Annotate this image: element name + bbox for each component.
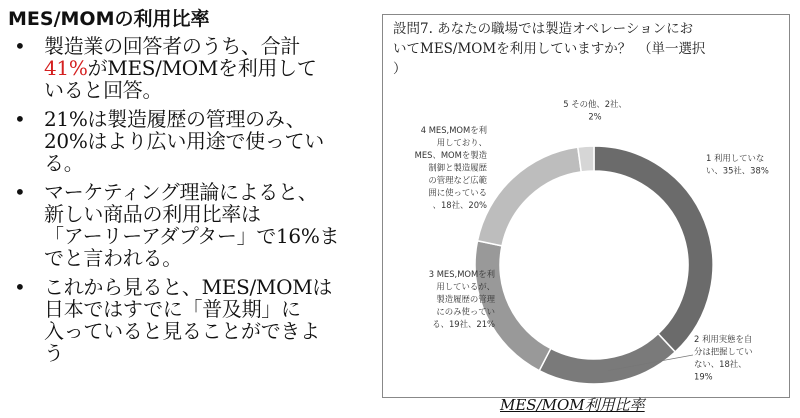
donut-chart: [383, 15, 789, 397]
bullet-line: [44, 130, 363, 152]
slice-label-line: 5 その他、2社、: [563, 99, 627, 109]
bullet-line: [44, 203, 363, 225]
bullet-item: [8, 35, 363, 101]
slice-label-line: 2%: [588, 111, 602, 122]
bullet-list: [8, 35, 363, 364]
slice-label-line: 分は把握してい: [694, 346, 753, 357]
bullet-dot-icon: •: [14, 180, 26, 204]
bullet-line: [44, 276, 363, 298]
bullet-text: 21%は製造履歴の管理のみ、: [44, 107, 306, 131]
bullet-line: [44, 35, 363, 57]
bullet-line: [44, 108, 363, 130]
slice-label: [415, 125, 488, 210]
chart-caption: MES/MOM利用比率: [500, 396, 645, 414]
bullet-line: [44, 57, 363, 79]
bullet-text: 入っていると見ることができよ: [44, 319, 320, 343]
bullet-text: 新しい商品の利用比率は: [44, 202, 261, 226]
bullet-line: [44, 181, 363, 203]
slice-label-line: 用しているが、: [436, 281, 495, 292]
slice-label-line: 制御と製造履歴: [428, 162, 487, 173]
slice-label-line: 4 MES,MOMを利: [420, 125, 487, 135]
highlight-percent: 41%: [44, 56, 88, 80]
bullet-line: [44, 79, 363, 101]
chart-title-line: いてMES/MOMを利用していますか？ （単一選択: [393, 41, 706, 57]
donut-slice: [578, 146, 594, 172]
chart-title-line: ）: [393, 61, 407, 77]
donut-slice: [539, 334, 675, 384]
slice-label-line: 1 利用していな: [706, 153, 765, 163]
slice-label-line: い、35社、38%: [706, 165, 769, 176]
bullet-text: でと言われる。: [44, 246, 182, 270]
slice-label-line: の管理など広範: [428, 175, 487, 185]
text-panel: [8, 6, 363, 371]
slice-label-line: 、18社、20%: [432, 200, 487, 210]
slice-label: [563, 99, 627, 122]
chart-title-line: 設問7. あなたの職場では製造オペレーションにお: [393, 21, 694, 37]
bullet-line: [44, 152, 363, 174]
bullet-text: これから見ると、MES/MOMは: [44, 275, 333, 299]
bullet-item: [8, 276, 363, 364]
bullet-line: [44, 225, 363, 247]
slice-label-line: 用しており、: [436, 137, 487, 148]
bullet-text: 日本ではすでに「普及期」に: [44, 297, 301, 321]
slice-label-line: 囲に使っている: [428, 187, 487, 198]
bullet-dot-icon: •: [14, 275, 26, 299]
bullet-line: [44, 298, 363, 320]
bullet-item: [8, 181, 363, 269]
slice-label-line: 3 MES,MOMを利: [428, 269, 495, 279]
slice-label-line: 19%: [694, 371, 713, 382]
bullet-line: [44, 342, 363, 364]
slice-label-line: にのみ使ってい: [436, 306, 495, 317]
slice-label-line: 製造履歴の管理: [436, 294, 495, 304]
bullet-text: マーケティング理論によると、: [44, 180, 318, 204]
slice-label: [694, 334, 753, 382]
slice-label-line: る、19社、21%: [432, 319, 495, 329]
donut-slice: [594, 146, 713, 352]
bullet-text: 20%はより広い用途で使ってい: [44, 129, 324, 153]
slice-label: [429, 269, 496, 329]
bullet-text: 「アーリーアダプター」で16%ま: [44, 224, 340, 248]
slide-heading: MES/MOMの利用比率: [8, 8, 210, 30]
bullet-item: [8, 108, 363, 174]
slice-label-line: 2 利用実態を自: [694, 334, 753, 344]
bullet-text: う: [44, 341, 64, 365]
bullet-dot-icon: •: [14, 34, 26, 58]
bullet-text: いると回答。: [44, 78, 163, 102]
slice-label-line: MES、MOMを製造: [414, 150, 487, 160]
slice-label: [706, 153, 769, 176]
bullet-text: る。: [44, 151, 84, 175]
bullet-text: 製造業の回答者のうち、合計: [44, 34, 301, 58]
chart-frame: [382, 14, 790, 398]
bullet-dot-icon: •: [14, 107, 26, 131]
bullet-line: [44, 247, 363, 269]
bullet-line: [44, 320, 363, 342]
slice-label-line: ない、18社、: [694, 359, 747, 369]
donut-slice: [477, 147, 581, 246]
bullet-text: がMES/MOMを利用して: [87, 56, 317, 80]
